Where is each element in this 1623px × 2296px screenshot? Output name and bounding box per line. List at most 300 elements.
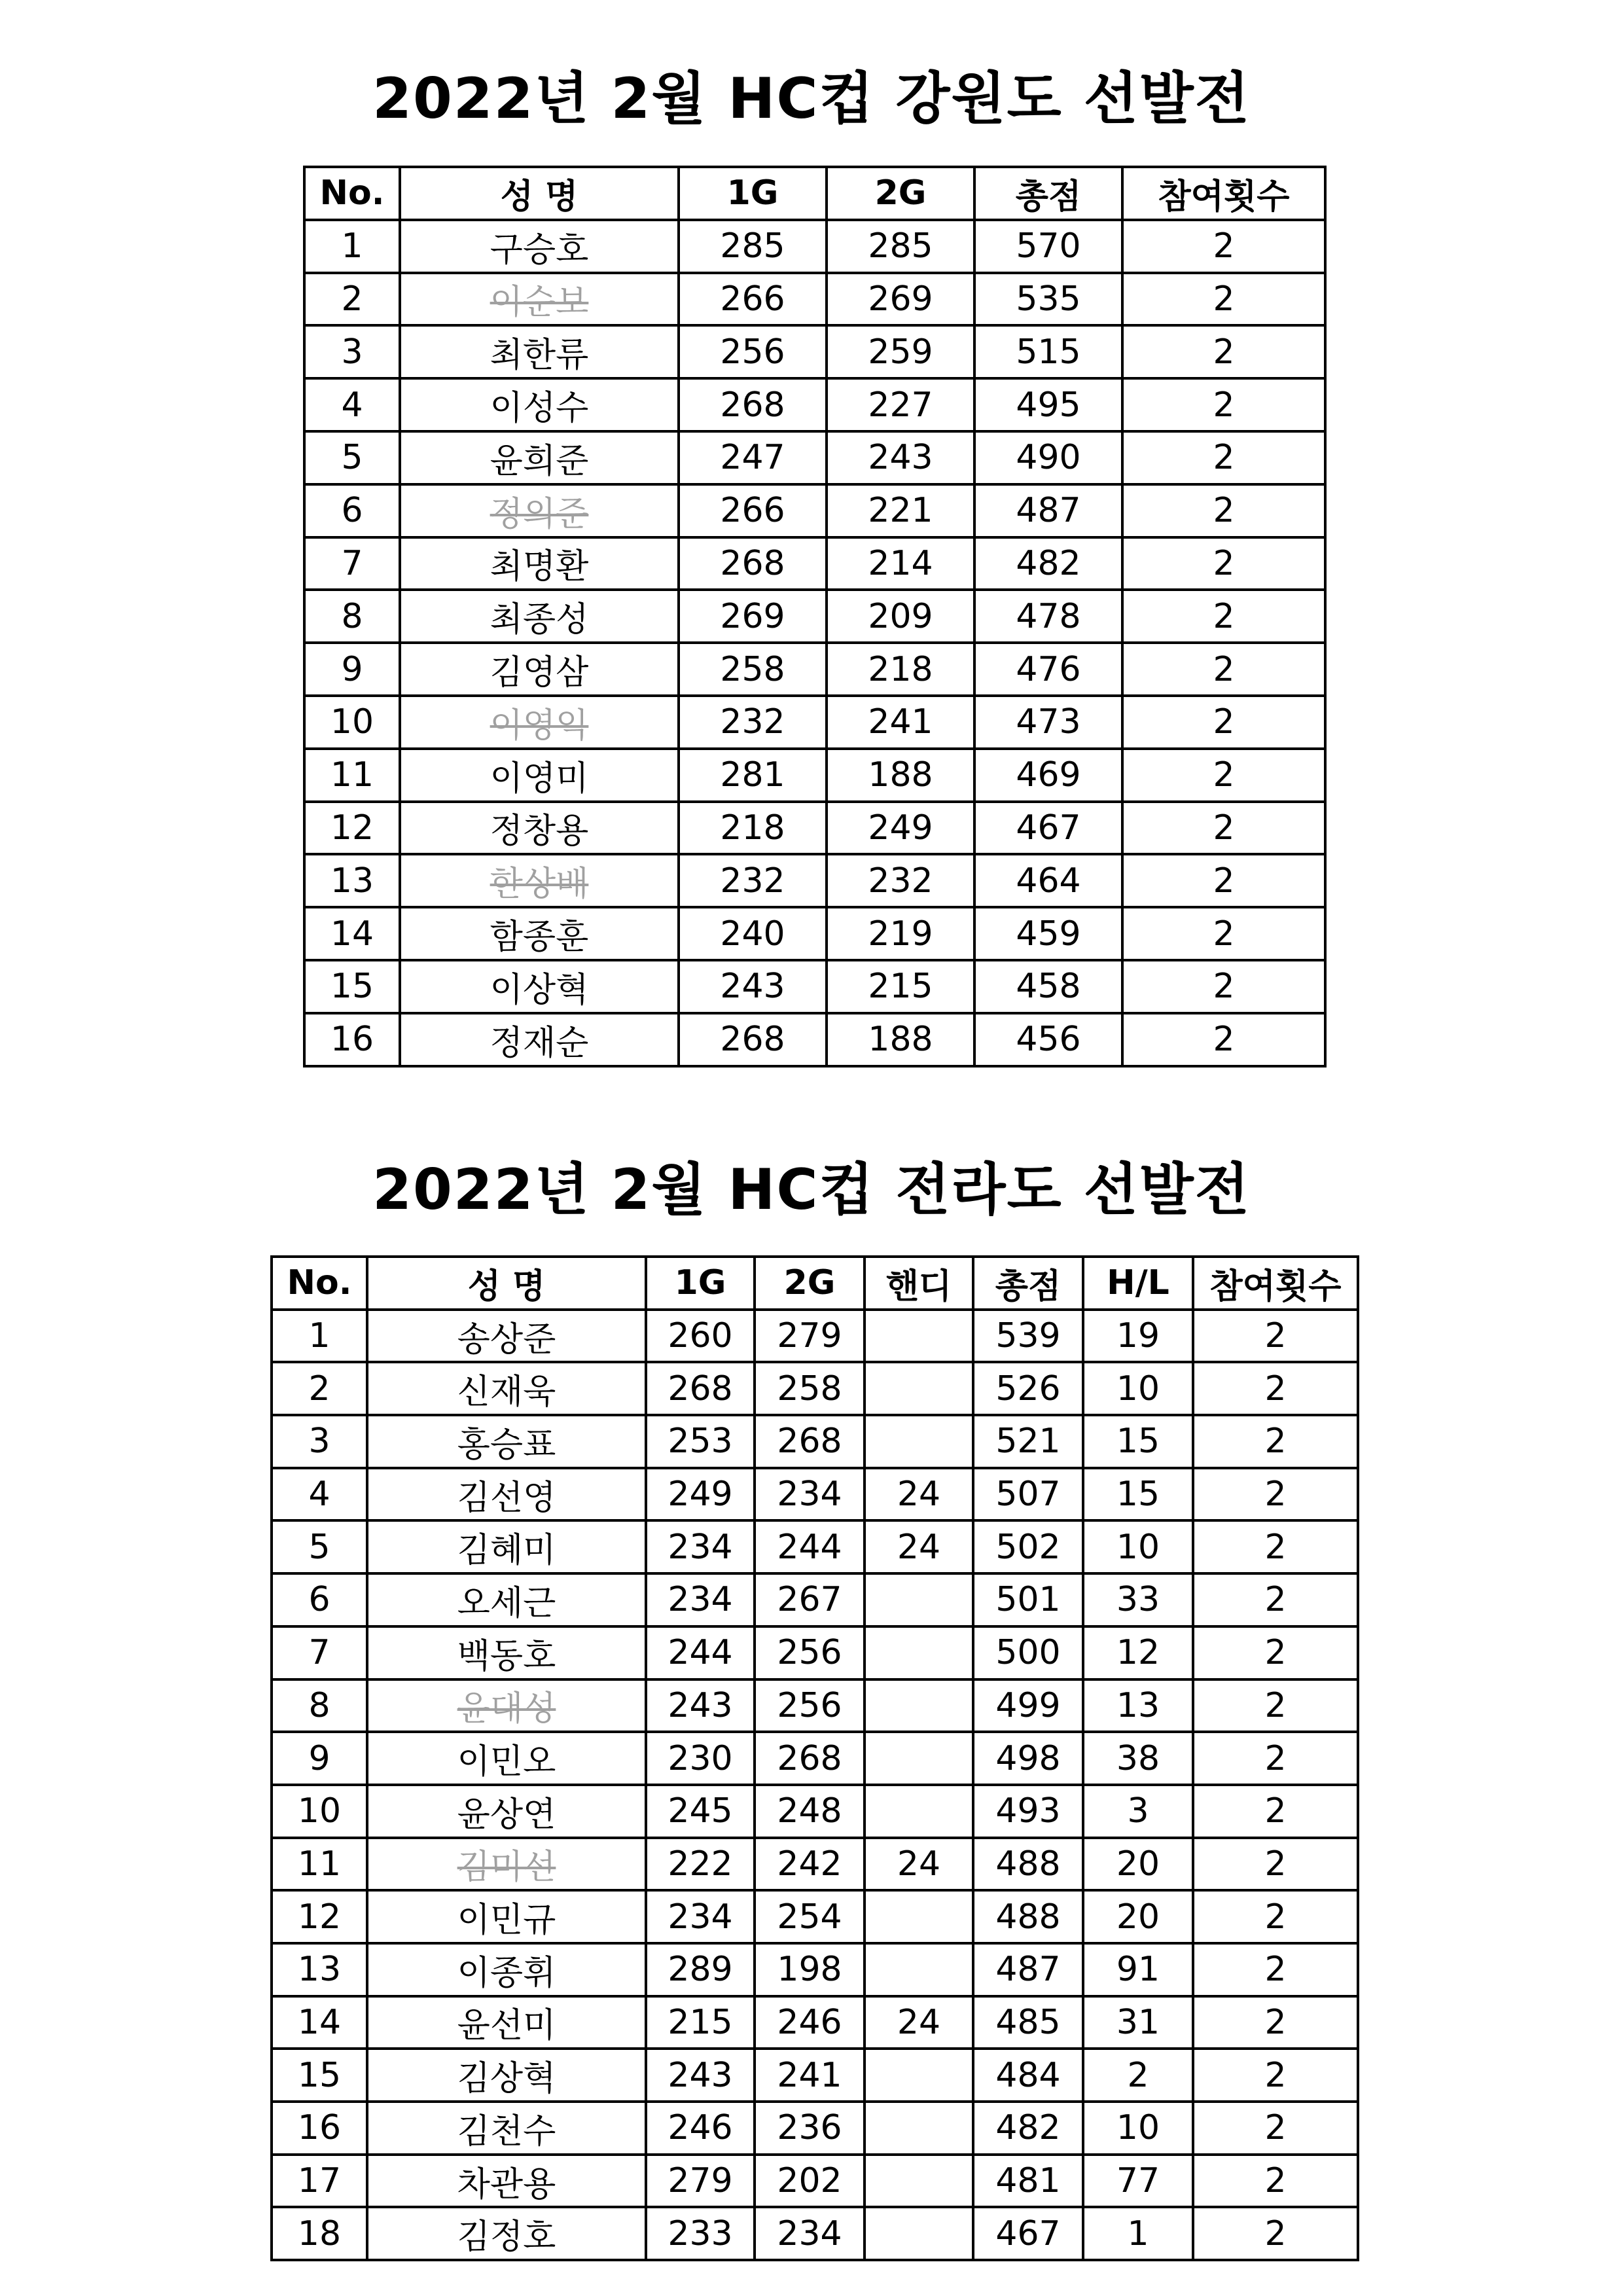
table-cell xyxy=(1193,1732,1358,1785)
table-cell xyxy=(646,1943,755,1996)
table-cell xyxy=(400,537,679,590)
cell-g1: 232 xyxy=(720,702,785,742)
cell-g1: 289 xyxy=(668,1950,733,1990)
table-cell xyxy=(865,2155,973,2208)
table-cell xyxy=(865,1890,973,1943)
table-cell xyxy=(646,1310,755,1363)
cell-hl: 13 xyxy=(1116,1685,1160,1725)
table-cell xyxy=(973,1943,1083,1996)
cell-total: 467 xyxy=(1016,808,1081,848)
table-cell xyxy=(755,1785,865,1838)
table-cell xyxy=(367,1679,646,1732)
table-cell xyxy=(973,1520,1083,1573)
cell-g2: 254 xyxy=(777,1897,842,1937)
cell-total: 482 xyxy=(995,2108,1061,2148)
table-row xyxy=(272,1996,1358,2049)
table-cell xyxy=(679,643,827,696)
table-cell xyxy=(755,2102,865,2155)
cell-count: 2 xyxy=(1264,1950,1287,1990)
table-cell xyxy=(973,1415,1083,1468)
cell-g2: 241 xyxy=(777,2055,842,2095)
table-cell xyxy=(367,2155,646,2208)
cell-g2: 256 xyxy=(777,1633,842,1673)
cell-name: 최명환 xyxy=(490,547,589,587)
cell-name: 함종훈 xyxy=(490,918,589,958)
cell-hl: 10 xyxy=(1116,2108,1160,2148)
table-cell xyxy=(755,1362,865,1415)
cell-g2: 214 xyxy=(868,543,933,583)
cell-handi: 24 xyxy=(897,2002,941,2042)
table-row xyxy=(304,643,1325,696)
cell-hl: 38 xyxy=(1116,1738,1160,1778)
table-cell xyxy=(1193,1785,1358,1838)
cell-count: 2 xyxy=(1213,861,1235,901)
cell-no: 16 xyxy=(297,2108,342,2148)
cell-no: 3 xyxy=(308,1422,330,1462)
cell-total: 459 xyxy=(1016,914,1081,954)
cell-hl: 77 xyxy=(1116,2161,1160,2201)
table-cell xyxy=(1193,2049,1358,2102)
table-row xyxy=(304,590,1325,643)
cell-hl: 1 xyxy=(1127,2214,1149,2253)
table-cell xyxy=(1193,1838,1358,1891)
table-cell xyxy=(973,1310,1083,1363)
table-cell xyxy=(865,1732,973,1785)
table-cell xyxy=(827,854,974,907)
table-cell xyxy=(304,220,400,273)
cell-name: 정재순 xyxy=(490,1023,589,1063)
column-header: 성 명 xyxy=(367,1257,646,1310)
table-cell xyxy=(1083,1679,1193,1732)
table-cell xyxy=(1122,220,1325,273)
table-cell xyxy=(304,431,400,484)
table-cell xyxy=(827,484,974,537)
cell-handi: 24 xyxy=(897,1844,941,1884)
cell-total: 464 xyxy=(1016,861,1081,901)
table-row xyxy=(272,1943,1358,1996)
cell-g1: 249 xyxy=(668,1475,733,1515)
cell-no: 8 xyxy=(308,1685,330,1725)
table-cell xyxy=(304,378,400,431)
table-cell xyxy=(755,1890,865,1943)
cell-hl: 3 xyxy=(1127,1791,1149,1831)
table-cell xyxy=(973,1626,1083,1679)
cell-g2: 249 xyxy=(868,808,933,848)
cell-total: 502 xyxy=(995,1527,1061,1567)
cell-hl: 15 xyxy=(1116,1475,1160,1515)
cell-hl: 91 xyxy=(1116,1950,1160,1990)
table-cell xyxy=(400,643,679,696)
cell-no: 4 xyxy=(341,385,363,425)
cell-g2: 209 xyxy=(868,596,933,636)
cell-g1: 268 xyxy=(720,543,785,583)
table-cell xyxy=(755,1310,865,1363)
cell-count: 2 xyxy=(1213,279,1235,319)
cell-total: 570 xyxy=(1016,226,1081,266)
cell-g1: 268 xyxy=(668,1369,733,1408)
table-cell xyxy=(272,1943,367,1996)
table-cell xyxy=(679,854,827,907)
cell-g2: 243 xyxy=(868,438,933,478)
cell-g1: 268 xyxy=(720,1020,785,1060)
cell-hl: 10 xyxy=(1116,1369,1160,1408)
table-cell xyxy=(646,1468,755,1521)
table-cell xyxy=(400,960,679,1013)
table-cell xyxy=(973,1679,1083,1732)
cell-name: 윤대성 xyxy=(457,1689,556,1729)
cell-g1: 285 xyxy=(720,226,785,266)
table-row xyxy=(304,907,1325,960)
table-cell xyxy=(1193,1943,1358,1996)
cell-g2: 227 xyxy=(868,385,933,425)
cell-total: 458 xyxy=(1016,967,1081,1007)
table-cell xyxy=(974,378,1122,431)
cell-count: 2 xyxy=(1213,1020,1235,1060)
cell-total: 499 xyxy=(995,1685,1061,1725)
cell-total: 500 xyxy=(995,1633,1061,1673)
cell-count: 2 xyxy=(1213,755,1235,795)
cell-no: 13 xyxy=(330,861,374,901)
column-header: 2G xyxy=(827,167,974,220)
cell-g1: 246 xyxy=(668,2108,733,2148)
table-cell xyxy=(679,325,827,378)
table-row xyxy=(272,1679,1358,1732)
cell-count: 2 xyxy=(1264,2108,1287,2148)
table-cell xyxy=(973,1732,1083,1785)
cell-count: 2 xyxy=(1213,226,1235,266)
cell-g1: 279 xyxy=(668,2161,733,2201)
column-header: 성 명 xyxy=(400,167,679,220)
table-cell xyxy=(679,1013,827,1066)
table-cell xyxy=(272,1996,367,2049)
cell-no: 12 xyxy=(297,1897,342,1937)
cell-g1: 247 xyxy=(720,438,785,478)
cell-name: 이영미 xyxy=(490,759,589,798)
cell-total: 482 xyxy=(1016,543,1081,583)
table-cell xyxy=(1122,378,1325,431)
table-cell xyxy=(679,220,827,273)
cell-total: 507 xyxy=(995,1475,1061,1515)
table-cell xyxy=(755,2049,865,2102)
table-cell xyxy=(1083,1785,1193,1838)
cell-g1: 245 xyxy=(668,1791,733,1831)
cell-no: 11 xyxy=(297,1844,342,1884)
cell-no: 15 xyxy=(330,967,374,1007)
table-cell xyxy=(272,1520,367,1573)
cell-name: 윤상연 xyxy=(457,1795,556,1835)
table-header-row xyxy=(304,167,1325,220)
cell-g2: 241 xyxy=(868,702,933,742)
table-row xyxy=(272,1890,1358,1943)
table-cell xyxy=(865,2102,973,2155)
cell-g2: 198 xyxy=(777,1950,842,1990)
table-cell xyxy=(272,1573,367,1626)
cell-count: 2 xyxy=(1264,1738,1287,1778)
cell-name: 한상배 xyxy=(490,865,589,905)
cell-count: 2 xyxy=(1264,2214,1287,2253)
cell-g1: 256 xyxy=(720,332,785,372)
table-cell xyxy=(865,2207,973,2260)
table-cell xyxy=(974,749,1122,802)
table-header-row xyxy=(272,1257,1358,1310)
table-cell xyxy=(1083,1838,1193,1891)
cell-no: 9 xyxy=(341,649,363,689)
table-cell xyxy=(973,1362,1083,1415)
cell-no: 5 xyxy=(308,1527,330,1567)
cell-no: 16 xyxy=(330,1020,374,1060)
table-row xyxy=(304,273,1325,326)
table-cell xyxy=(679,537,827,590)
cell-count: 2 xyxy=(1264,2055,1287,2095)
cell-count: 2 xyxy=(1213,808,1235,848)
table-row xyxy=(272,1362,1358,1415)
table-cell xyxy=(272,1785,367,1838)
cell-total: 478 xyxy=(1016,596,1081,636)
table-cell xyxy=(272,1468,367,1521)
cell-name: 이순보 xyxy=(490,283,589,323)
cell-name: 이상혁 xyxy=(490,970,589,1010)
table-cell xyxy=(1193,1996,1358,2049)
table-cell xyxy=(974,484,1122,537)
cell-g2: 236 xyxy=(777,2108,842,2148)
cell-g1: 243 xyxy=(668,1685,733,1725)
table-cell xyxy=(974,802,1122,855)
table-row xyxy=(304,960,1325,1013)
cell-name: 이성수 xyxy=(490,389,589,429)
cell-name: 구승호 xyxy=(490,230,589,270)
cell-total: 535 xyxy=(1016,279,1081,319)
cell-count: 2 xyxy=(1213,543,1235,583)
cell-no: 5 xyxy=(341,438,363,478)
table-cell xyxy=(400,484,679,537)
table-cell xyxy=(755,1943,865,1996)
table-cell xyxy=(1122,960,1325,1013)
cell-count: 2 xyxy=(1264,1316,1287,1356)
table-cell xyxy=(272,1362,367,1415)
cell-handi: 24 xyxy=(897,1527,941,1567)
table-row xyxy=(304,537,1325,590)
table-cell xyxy=(1193,1415,1358,1468)
cell-g1: 233 xyxy=(668,2214,733,2253)
table-cell xyxy=(755,2155,865,2208)
column-header: 참여횟수 xyxy=(1193,1257,1358,1310)
table-row xyxy=(304,484,1325,537)
table-cell xyxy=(400,1013,679,1066)
table-cell xyxy=(1122,273,1325,326)
cell-g2: 188 xyxy=(868,755,933,795)
table-cell xyxy=(679,907,827,960)
cell-name: 신재욱 xyxy=(457,1372,556,1412)
cell-name: 이종휘 xyxy=(457,1953,556,1993)
table-row xyxy=(272,1468,1358,1521)
table-cell xyxy=(1122,537,1325,590)
cell-total: 469 xyxy=(1016,755,1081,795)
table-cell xyxy=(755,2207,865,2260)
table-row xyxy=(304,378,1325,431)
table-cell xyxy=(400,854,679,907)
table-cell xyxy=(272,1838,367,1891)
table-cell xyxy=(973,1838,1083,1891)
cell-count: 2 xyxy=(1213,438,1235,478)
table-cell xyxy=(1122,802,1325,855)
table-cell xyxy=(827,537,974,590)
table-cell xyxy=(974,590,1122,643)
table-cell xyxy=(974,431,1122,484)
cell-g2: 256 xyxy=(777,1685,842,1725)
cell-g1: 269 xyxy=(720,596,785,636)
cell-g2: 258 xyxy=(777,1369,842,1408)
table-cell xyxy=(646,1996,755,2049)
cell-count: 2 xyxy=(1264,1685,1287,1725)
table-cell xyxy=(1083,1626,1193,1679)
table-cell xyxy=(827,273,974,326)
table-cell xyxy=(865,1996,973,2049)
table-cell xyxy=(679,378,827,431)
cell-total: 487 xyxy=(1016,491,1081,531)
column-header: 1G xyxy=(679,167,827,220)
table-cell xyxy=(304,802,400,855)
cell-g2: 267 xyxy=(777,1580,842,1620)
table-cell xyxy=(1122,431,1325,484)
cell-no: 6 xyxy=(341,491,363,531)
table-cell xyxy=(367,1415,646,1468)
table-row xyxy=(272,1732,1358,1785)
table-cell xyxy=(865,1310,973,1363)
cell-g1: 232 xyxy=(720,861,785,901)
table-cell xyxy=(1083,1732,1193,1785)
cell-name: 홍승표 xyxy=(457,1425,556,1465)
table-row xyxy=(304,1013,1325,1066)
cell-name: 최한류 xyxy=(490,336,589,376)
cell-name: 정창용 xyxy=(490,812,589,852)
cell-total: 501 xyxy=(995,1580,1061,1620)
table-cell xyxy=(1083,1468,1193,1521)
table-cell xyxy=(400,907,679,960)
cell-g2: 268 xyxy=(777,1422,842,1462)
cell-g2: 279 xyxy=(777,1316,842,1356)
table-cell xyxy=(304,749,400,802)
cell-name: 이민규 xyxy=(457,1901,556,1941)
table-cell xyxy=(679,431,827,484)
table-cell xyxy=(646,1890,755,1943)
table-cell xyxy=(646,1362,755,1415)
table-cell xyxy=(827,960,974,1013)
table-cell xyxy=(1122,590,1325,643)
cell-name: 김영삼 xyxy=(490,653,589,693)
cell-total: 488 xyxy=(995,1897,1061,1937)
table-cell xyxy=(646,1415,755,1468)
table-cell xyxy=(1122,696,1325,749)
table-cell xyxy=(272,2049,367,2102)
table-cell xyxy=(973,2155,1083,2208)
table-cell xyxy=(973,1785,1083,1838)
cell-count: 2 xyxy=(1213,702,1235,742)
cell-total: 456 xyxy=(1016,1020,1081,1060)
table-row xyxy=(272,1785,1358,1838)
table-cell xyxy=(1193,2102,1358,2155)
table-cell xyxy=(646,2207,755,2260)
cell-total: 473 xyxy=(1016,702,1081,742)
table-row xyxy=(272,1415,1358,1468)
table-cell xyxy=(1083,1415,1193,1468)
table-cell xyxy=(272,1890,367,1943)
table-cell xyxy=(1122,643,1325,696)
cell-name: 정의준 xyxy=(490,494,589,534)
table-cell xyxy=(865,1785,973,1838)
table-cell xyxy=(304,960,400,1013)
table-cell xyxy=(679,802,827,855)
cell-total: 485 xyxy=(995,2002,1061,2042)
table-cell xyxy=(827,907,974,960)
column-header: 2G xyxy=(755,1257,865,1310)
table-cell xyxy=(1083,2207,1193,2260)
table-cell xyxy=(755,1520,865,1573)
cell-name: 김천수 xyxy=(457,2111,556,2151)
table-cell xyxy=(865,1415,973,1468)
column-header: 총점 xyxy=(973,1257,1083,1310)
cell-name: 송상준 xyxy=(457,1319,556,1359)
table-cell xyxy=(367,1310,646,1363)
cell-hl: 10 xyxy=(1116,1527,1160,1567)
table-cell xyxy=(827,220,974,273)
cell-total: 484 xyxy=(995,2055,1061,2095)
table-cell xyxy=(646,1679,755,1732)
table-cell xyxy=(973,1573,1083,1626)
cell-count: 2 xyxy=(1264,1527,1287,1567)
table-cell xyxy=(974,854,1122,907)
table-row xyxy=(272,1838,1358,1891)
table-cell xyxy=(865,2049,973,2102)
cell-no: 14 xyxy=(330,914,374,954)
table-cell xyxy=(646,1732,755,1785)
table-cell xyxy=(974,907,1122,960)
cell-total: 490 xyxy=(1016,438,1081,478)
table-cell xyxy=(367,2102,646,2155)
cell-name: 김미선 xyxy=(457,1848,556,1888)
column-header: 참여횟수 xyxy=(1122,167,1325,220)
table-cell xyxy=(679,960,827,1013)
table-cell xyxy=(367,1626,646,1679)
gangwon-title: 2022년 2월 HC컵 강원도 선발전 xyxy=(372,66,1251,132)
table-cell xyxy=(367,1732,646,1785)
table-cell xyxy=(272,1679,367,1732)
table-cell xyxy=(646,1838,755,1891)
table-cell xyxy=(272,1415,367,1468)
cell-g2: 215 xyxy=(868,967,933,1007)
column-header: No. xyxy=(304,167,400,220)
table-cell xyxy=(827,749,974,802)
table-cell xyxy=(679,696,827,749)
table-cell xyxy=(646,1520,755,1573)
table-cell xyxy=(1122,1013,1325,1066)
table-cell xyxy=(827,1013,974,1066)
cell-total: 488 xyxy=(995,1844,1061,1884)
table-cell xyxy=(646,1785,755,1838)
table-cell xyxy=(679,273,827,326)
table-cell xyxy=(400,378,679,431)
table-cell xyxy=(1122,325,1325,378)
table-cell xyxy=(974,220,1122,273)
column-header: H/L xyxy=(1083,1257,1193,1310)
table-cell xyxy=(1193,2207,1358,2260)
cell-g2: 218 xyxy=(868,649,933,689)
table-cell xyxy=(1083,1520,1193,1573)
cell-no: 12 xyxy=(330,808,374,848)
cell-name: 이민오 xyxy=(457,1742,556,1782)
table-cell xyxy=(973,2102,1083,2155)
cell-no: 14 xyxy=(297,2002,342,2042)
cell-g2: 202 xyxy=(777,2161,842,2201)
